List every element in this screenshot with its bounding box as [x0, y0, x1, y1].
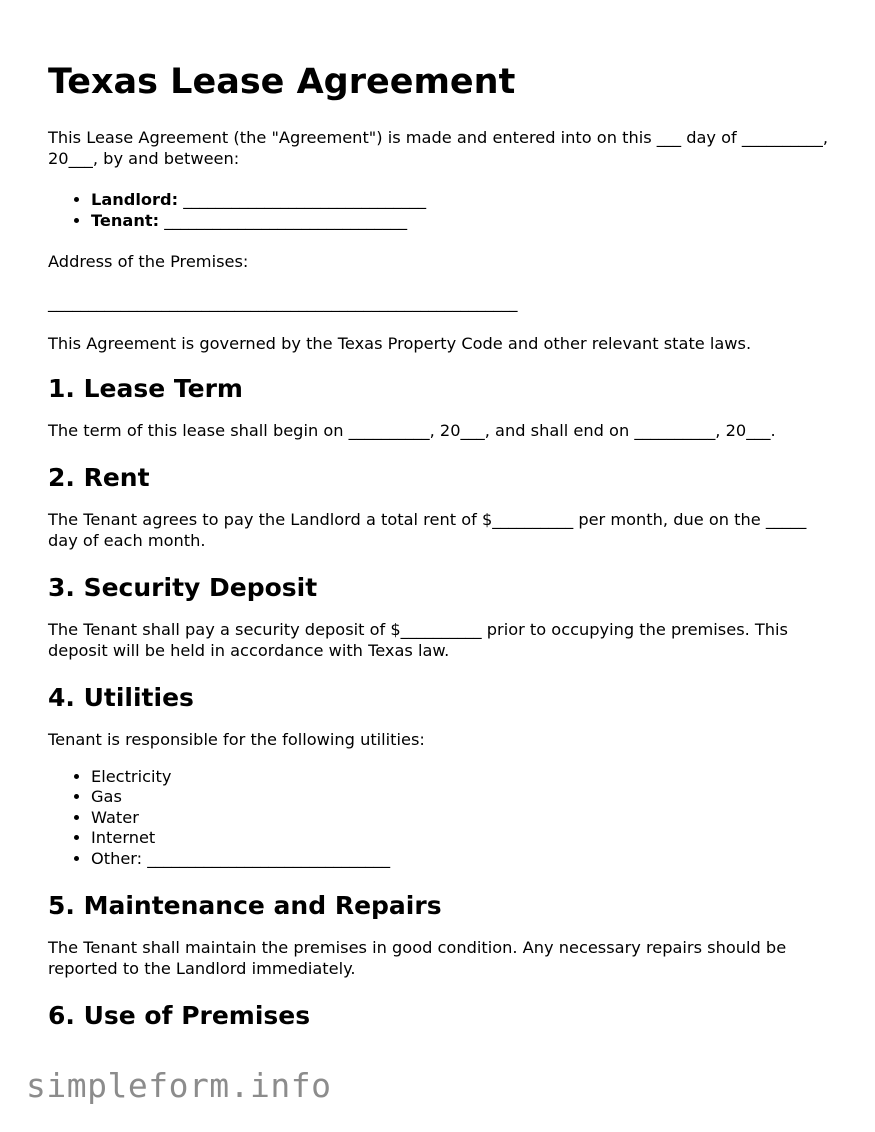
governing-law-paragraph: This Agreement is governed by the Texas Property Code and other relevant state laws.: [48, 334, 752, 353]
section-heading-use-of-premises: 6. Use of Premises: [48, 1001, 311, 1030]
section-text-maintenance: The Tenant shall maintain the premises in good condition. Any necessary repairs should be reported to the Landlord immediately.: [48, 938, 787, 978]
intro-paragraph: This Lease Agreement (the "Agreement") is made and entered into on this ___ day of __________, 20___, by and between:: [48, 128, 828, 168]
section-text-lease-term: The term of this lease shall begin on __________, 20___, and shall end on __________, 20___.: [48, 420, 776, 440]
list-item: • Internet: [91, 828, 838, 849]
parties-list: [48, 190, 838, 231]
section-text-rent: The Tenant agrees to pay the Landlord a total rent of $__________ per month, due on the _____ day of each month.: [48, 510, 807, 550]
list-item: • Other: ______________________________: [91, 849, 838, 870]
tenant-blank: ______________________________: [164, 210, 408, 230]
list-item: • Gas: [91, 787, 838, 808]
party-tenant: [91, 211, 838, 232]
address-label: Address of the Premises:: [48, 252, 249, 271]
list-item: • Electricity: [91, 767, 838, 788]
list-item: • Water: [91, 808, 838, 829]
section-heading-utilities: 4. Utilities: [48, 683, 194, 712]
utilities-list: [48, 767, 838, 870]
section-heading-lease-term: 1. Lease Term: [48, 373, 243, 403]
address-blank: __________________________________________________________: [48, 292, 518, 312]
section-heading-security-deposit: 3. Security Deposit: [48, 573, 318, 602]
document-page: [48, 58, 838, 1048]
section-text-security-deposit: The Tenant shall pay a security deposit of $__________ prior to occupying the premises. This deposit will be held in accordance with Texas law.: [48, 620, 788, 660]
section-text-utilities: Tenant is responsible for the following utilities:: [48, 730, 425, 749]
section-heading-rent: 2. Rent: [48, 463, 150, 492]
tenant-label: Tenant:: [91, 210, 160, 230]
landlord-label: Landlord:: [91, 190, 179, 209]
document-title: Texas Lease Agreement: [48, 62, 516, 102]
section-heading-maintenance: 5. Maintenance and Repairs: [48, 891, 442, 920]
watermark: simpleform.info: [26, 1066, 332, 1105]
landlord-blank: ______________________________: [183, 190, 427, 209]
party-landlord: [91, 190, 838, 211]
